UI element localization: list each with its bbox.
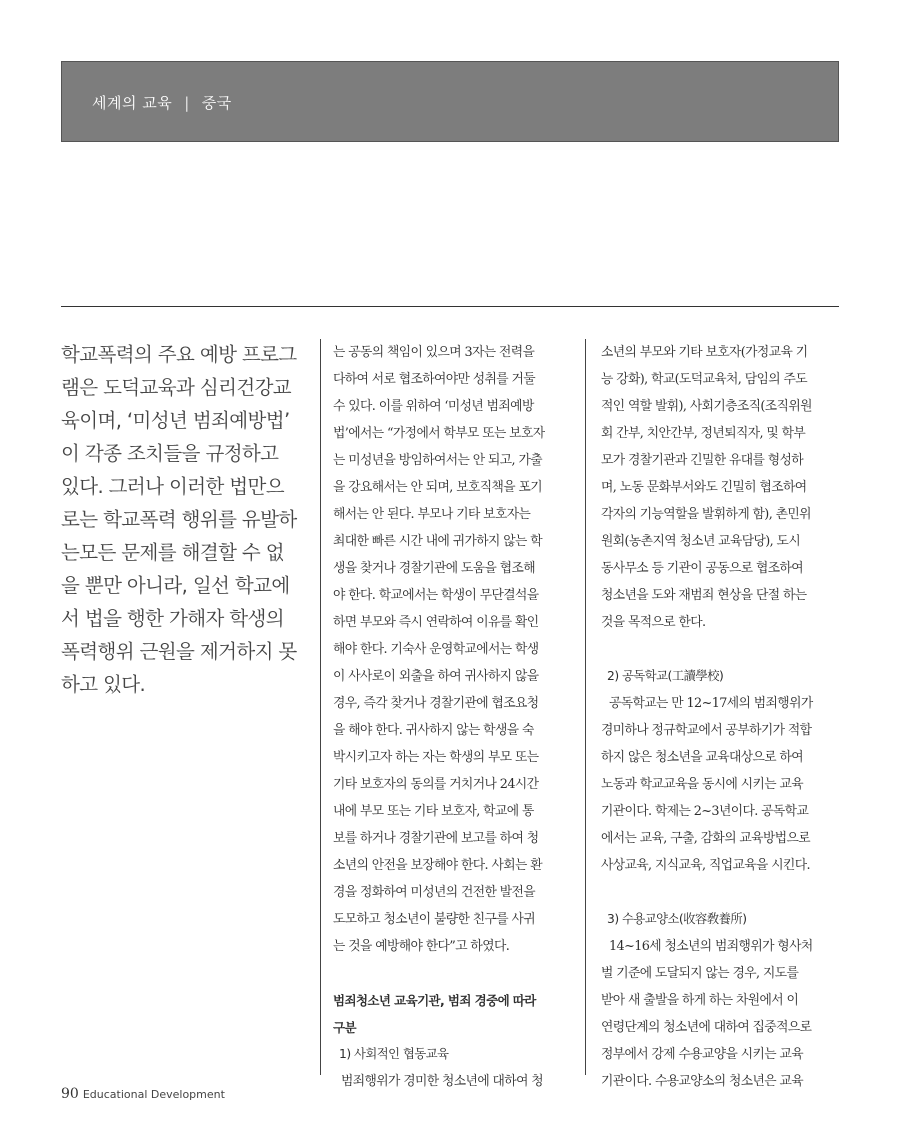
text-line: 능 강화), 학교(도덕교육처, 담임의 주도 [601,372,808,387]
pull-quote-line: 학교폭력의 주요 예방 프로그 [61,343,297,366]
subheading-line: 구분 [333,1020,356,1035]
section-name: 세계의 교육 [92,94,173,112]
text-line: 생을 찾거나 경찰기관에 도움을 협조해 [333,561,536,576]
text-line: 야 한다. 학교에서는 학생이 무단결석을 [333,588,539,603]
section3-title: 3) 수용교양소(收容敎養所) [607,912,747,926]
text-line: 기타 보호자의 동의를 거치거나 24시간 [333,777,539,792]
section1-title: 1) 사회적인 협동교육 [339,1047,449,1061]
country-name: 중국 [201,94,232,112]
pull-quote-line: 램은 도덕교육과 심리건강교 [61,376,292,399]
pull-quote-line: 이 각종 조치들을 규정하고 [61,442,279,465]
pull-quote-line: 서 법을 행한 가해자 학생의 [61,607,285,630]
text-line: 것을 목적으로 한다. [601,615,706,630]
header-separator: | [184,94,190,112]
text-line: 동사무소 등 기관이 공동으로 협조하여 [601,561,804,576]
text-line: 범죄행위가 경미한 청소년에 대하여 청 [341,1074,544,1089]
text-line: 박시키고자 하는 자는 학생의 부모 또는 [333,750,539,765]
pull-quote-line: 있다. 그러나 이러한 법만으 [61,475,285,498]
text-line: 법’에서는 “가정에서 학부모 또는 보호자 [333,426,545,441]
section-header-bar [61,61,839,142]
section2-text [601,690,841,879]
text-line: 다하여 서로 협조하여야만 성취를 거둘 [333,372,536,387]
text-line: 에서는 교육, 구출, 감화의 교육방법으로 [601,831,810,846]
text-line: 해야 한다. 기숙사 운영학교에서는 학생 [333,642,539,657]
text-line: 소년의 부모와 기타 보호자(가정교육 기 [601,345,808,360]
column2-paragraph [601,339,841,636]
pull-quote-line: 는모든 문제를 해결할 수 없 [61,541,285,564]
horizontal-rule [61,306,839,307]
column-divider-2 [585,339,586,1075]
pull-quote-line: 을 뿐만 아니라, 일선 학교에 [61,574,290,597]
body-column-2 [601,339,841,1095]
text-line: 연령단계의 청소년에 대하여 집중적으로 [601,1020,812,1035]
pull-quote-line: 폭력행위 근원을 제거하지 못 [61,640,297,663]
text-line: 벌 기준에 도달되지 않는 경우, 지도를 [601,966,799,981]
text-line: 이 사사로이 외출을 하여 귀사하지 않을 [333,669,539,684]
pull-quote-line: 육이며, ‘미성년 범죄예방법’ [61,409,290,432]
text-line: 각자의 기능역할을 발휘하게 함), 촌민위 [601,507,811,522]
text-line: 는 것을 예방해야 한다”고 하였다. [333,939,510,954]
text-line: 해서는 안 된다. 부모나 기타 보호자는 [333,507,531,522]
text-line: 모가 경찰기관과 긴밀한 유대를 형성하 [601,453,804,468]
text-line: 는 미성년을 방임하여서는 안 되고, 가출 [333,453,542,468]
text-line: 최대한 빠른 시간 내에 귀가하지 않는 학 [333,534,542,549]
text-line: 사상교육, 지식교육, 직업교육을 시킨다. [601,858,810,873]
text-line: 며, 노동 문화부서와도 긴밀히 협조하여 [601,480,807,495]
text-line: 을 강요해서는 안 되며, 보호직책을 포기 [333,480,542,495]
body-column-1 [333,339,573,1095]
text-line: 보를 하거나 경찰기관에 보고를 하여 청 [333,831,539,846]
text-line: 하지 않은 청소년을 교육대상으로 하여 [601,750,804,765]
pull-quote-line: 로는 학교폭력 행위를 유발하 [61,508,297,531]
section1-text [333,1068,573,1095]
text-line: 경을 정화하여 미성년의 건전한 발전을 [333,885,536,900]
section-header [92,92,232,113]
pull-quote-line: 하고 있다. [61,673,146,696]
text-line: 내에 부모 또는 기타 보호자, 학교에 통 [333,804,534,819]
subheading-line: 범죄청소년 교육기관, 범죄 경중에 따라 [333,993,536,1008]
column1-paragraph [333,339,573,960]
pull-quote [61,338,309,701]
text-line: 공독학교는 만 12~17세의 범죄행위가 [609,696,813,711]
section3-text [601,933,841,1095]
subheading [333,987,573,1041]
text-line: 정부에서 강제 수용교양을 시키는 교육 [601,1047,804,1062]
text-line: 경우, 즉각 찾거나 경찰기관에 협조요청 [333,696,539,711]
text-line: 하면 부모와 즉시 연락하여 이유를 확인 [333,615,539,630]
text-line: 경미하나 정규학교에서 공부하기가 적합 [601,723,812,738]
text-line: 받아 새 출발을 하게 하는 차원에서 이 [601,993,799,1008]
text-line: 원회(농촌지역 청소년 교육담당), 도시 [601,534,801,549]
text-line: 을 해야 한다. 귀사하지 않는 학생을 숙 [333,723,534,738]
text-line: 회 간부, 치안간부, 정년퇴직자, 및 학부 [601,426,806,441]
text-line: 수 있다. 이를 위하여 ‘미성년 범죄예방 [333,399,534,414]
section2-title: 2) 공독학교(工讀學校) [607,669,724,683]
text-line: 적인 역할 발휘), 사회기층조직(조직위원 [601,399,812,414]
text-line: 기관이다. 학제는 2~3년이다. 공독학교 [601,804,809,819]
text-line: 소년의 안전을 보장해야 한다. 사회는 환 [333,858,542,873]
text-line: 청소년을 도와 재범죄 현상을 단절 하는 [601,588,807,603]
page-number: 90 [61,1086,79,1102]
text-line: 기관이다. 수용교양소의 청소년은 교육 [601,1074,804,1089]
page-footer [61,1083,225,1102]
text-line: 도모하고 청소년이 불량한 친구를 사귀 [333,912,536,927]
journal-name: Educational Development [82,1088,225,1101]
text-line: 노동과 학교교육을 동시에 시키는 교육 [601,777,804,792]
column-divider-1 [320,339,321,1075]
text-line: 는 공동의 책임이 있으며 3자는 전력을 [333,345,535,360]
text-line: 14~16세 청소년의 범죄행위가 형사처 [609,939,813,954]
